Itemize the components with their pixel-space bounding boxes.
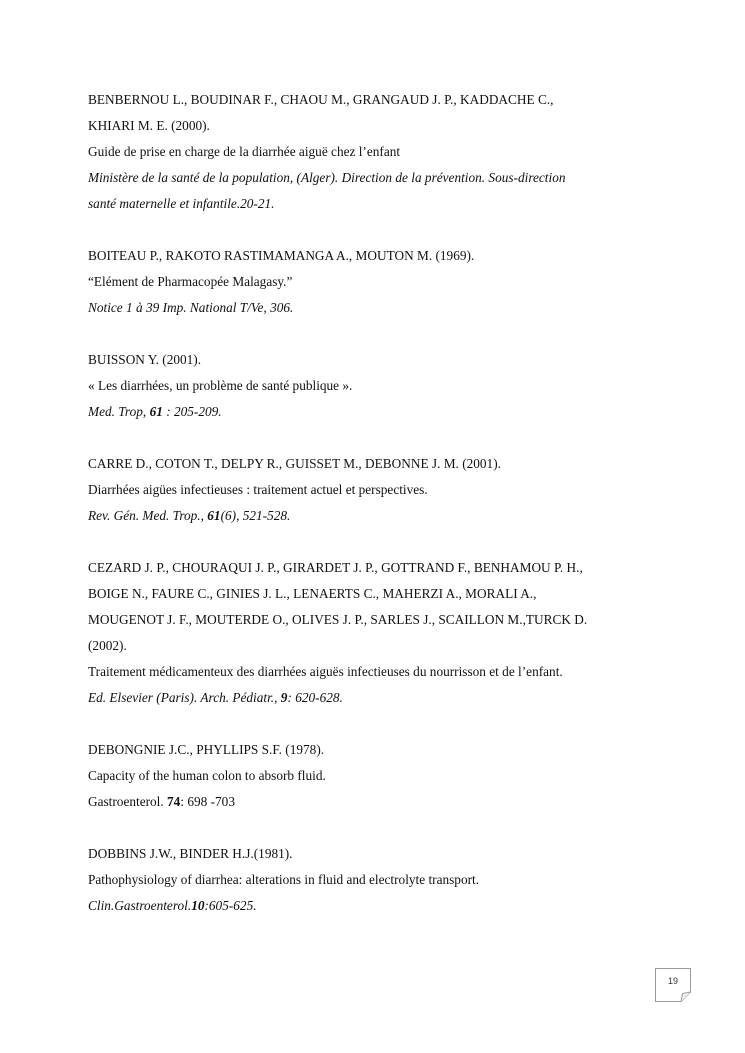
- reference-entry: [88, 555, 668, 711]
- source-volume: 61: [149, 404, 163, 419]
- reference-title: “Elément de Pharmacopée Malagasy.”: [88, 274, 293, 289]
- reference-title: Traitement médicamenteux des diarrhées aiguës infectieuses du nourrisson et de l’enfant.: [88, 664, 563, 679]
- reference-entry: [88, 243, 668, 321]
- page-number: 19: [667, 976, 678, 986]
- source-journal: Ed. Elsevier (Paris). Arch. Pédiatr.,: [88, 690, 281, 705]
- reference-authors: BUISSON Y. (2001).: [88, 352, 202, 367]
- source-pages: : 698 -703: [180, 794, 235, 809]
- reference-source: santé maternelle et infantile.20-21.: [88, 196, 275, 211]
- reference-title: Pathophysiology of diarrhea: alterations in fluid and electrolyte transport.: [88, 872, 480, 887]
- reference-source: [88, 789, 668, 815]
- source-journal: Rev. Gén. Med. Trop.,: [88, 508, 208, 523]
- source-pages: (6), 521-528.: [220, 508, 291, 523]
- reference-title: Capacity of the human colon to absorb fluid.: [88, 768, 326, 783]
- source-volume: 61: [207, 508, 221, 523]
- reference-authors: DOBBINS J.W., BINDER H.J.(1981).: [88, 846, 293, 861]
- source-pages: : 620-628.: [287, 690, 343, 705]
- reference-title: Diarrhées aigües infectieuses : traitement actuel et perspectives.: [88, 482, 428, 497]
- reference-authors: BOIGE N., FAURE C., GINIES J. L., LENAERTS C., MAHERZI A., MORALI A.,: [88, 586, 537, 601]
- source-journal: Med. Trop,: [88, 404, 150, 419]
- reference-source: Ministère de la santé de la population, (Alger). Direction de la prévention. Sous-direction: [88, 170, 566, 185]
- reference-authors: CEZARD J. P., CHOURAQUI J. P., GIRARDET J. P., GOTTRAND F., BENHAMOU P. H.,: [88, 560, 583, 575]
- source-volume: 74: [167, 794, 181, 809]
- reference-authors: BENBERNOU L., BOUDINAR F., CHAOU M., GRANGAUD J. P., KADDACHE C.,: [88, 92, 554, 107]
- source-journal: Gastroenterol.: [88, 794, 168, 809]
- source-volume: 9: [280, 690, 288, 705]
- reference-source: [88, 399, 668, 425]
- page-number-box: [655, 968, 691, 1002]
- reference-authors: CARRE D., COTON T., DELPY R., GUISSET M., DEBONNE J. M. (2001).: [88, 456, 501, 471]
- reference-authors: KHIARI M. E. (2000).: [88, 118, 210, 133]
- source-pages: : 205-209.: [162, 404, 222, 419]
- source-pages: :605-625.: [204, 898, 257, 913]
- reference-authors: BOITEAU P., RAKOTO RASTIMAMANGA A., MOUTON M. (1969).: [88, 248, 475, 263]
- reference-authors: (2002).: [88, 638, 127, 653]
- reference-authors: MOUGENOT J. F., MOUTERDE O., OLIVES J. P., SARLES J., SCAILLON M.,TURCK D.: [88, 612, 588, 627]
- reference-entry: [88, 347, 668, 425]
- reference-source: [88, 685, 668, 711]
- reference-entry: [88, 737, 668, 815]
- source-journal: Clin.Gastroenterol.: [88, 898, 192, 913]
- reference-entry: [88, 841, 668, 919]
- reference-authors: DEBONGNIE J.C., PHYLLIPS S.F. (1978).: [88, 742, 325, 757]
- reference-source: [88, 503, 668, 529]
- reference-title: Guide de prise en charge de la diarrhée aiguë chez l’enfant: [88, 144, 401, 159]
- reference-source: [88, 893, 668, 919]
- reference-source: Notice 1 à 39 Imp. National T/Ve, 306.: [88, 300, 294, 315]
- source-volume: 10: [191, 898, 205, 913]
- reference-entry: [88, 451, 668, 529]
- reference-entry: [88, 87, 668, 217]
- reference-list: [88, 87, 668, 919]
- reference-title: « Les diarrhées, un problème de santé publique ».: [88, 378, 353, 393]
